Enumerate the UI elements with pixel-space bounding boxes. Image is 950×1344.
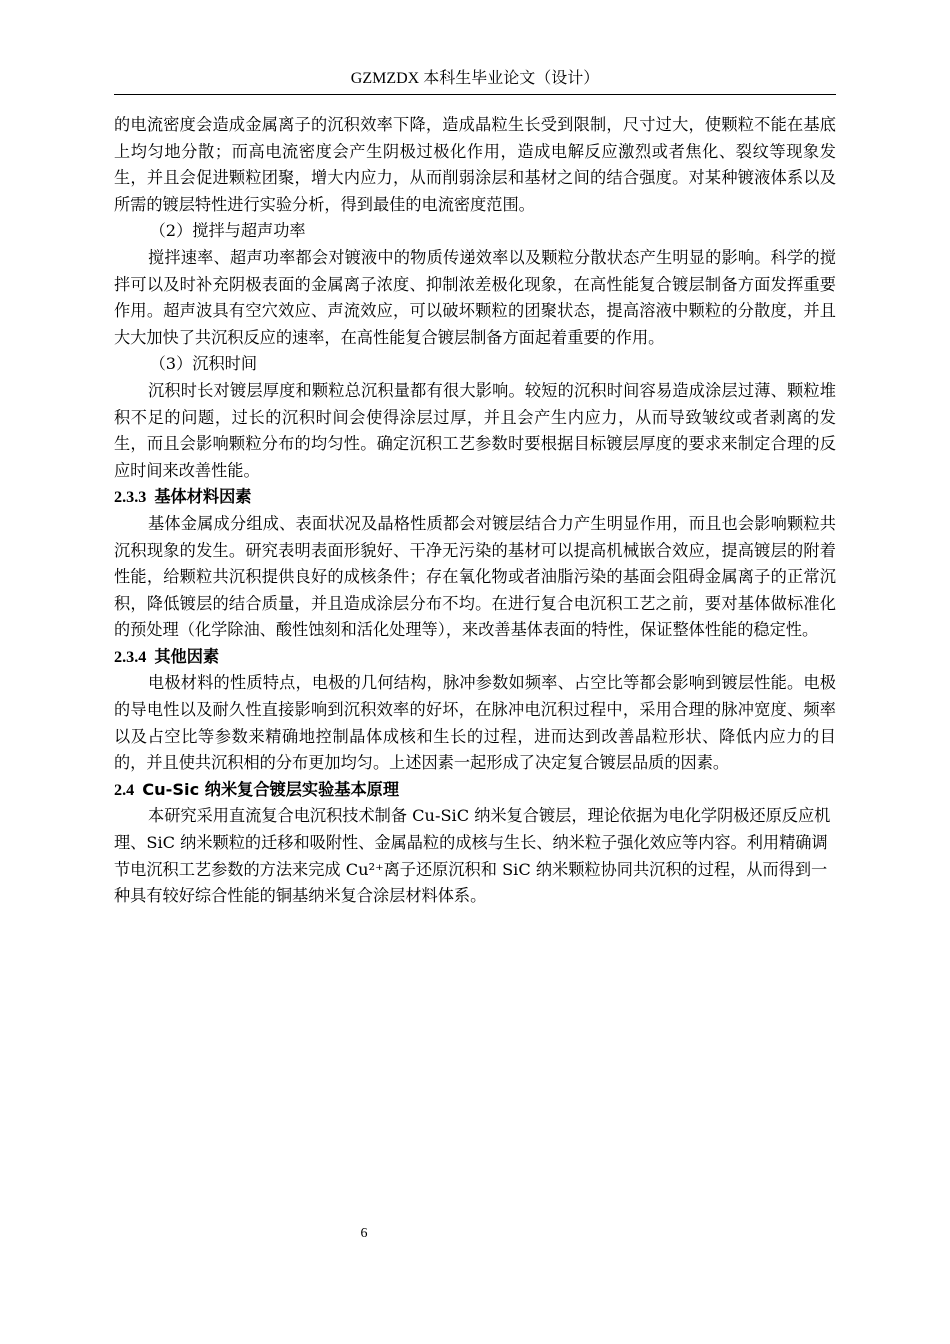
- section-number: 2.3.3: [114, 488, 147, 507]
- paragraph-substrate: 基体金属成分组成、表面状况及晶格性质都会对镀层结合力产生明显作用，而且也会影响颗粒共沉积现象的发生。研究表明表面形貌好、干净无污染的基材可以提高机械嵌合效应，提高镀层的附着性能，给颗粒共沉积提供良好的成核条件；存在氧化物或者油脂污染的基面会阻碍金属离子的正常沉积，降低镀层的结合质量，并且造成涂层分布不均。在进行复合电沉积工艺之前，要对基体做标准化的预处理（化学除油、酸性蚀刻和活化处理等），来改善基体表面的特性，保证整体性能的稳定性。: [114, 513, 836, 640]
- page-number: 6: [360, 1226, 368, 1241]
- section-heading-2-3-4: [114, 644, 836, 671]
- page-header: GZMZDX 本科生毕业论文（设计）: [350, 70, 600, 87]
- section-title: 其他因素: [154, 646, 220, 666]
- paragraph-deposition-time: 沉积时长对镀层厚度和颗粒总沉积量都有很大影响。较短的沉积时间容易造成涂层过薄、颗粒堆积不足的问题，过长的沉积时间会使得涂层过厚，并且会产生内应力，从而导致皱纹或者剥离的发生，而且会影响颗粒分布的均匀性。确定沉积工艺参数时要根据目标镀层厚度的要求来制定合理的反应时间来改善性能。: [114, 380, 836, 480]
- subheading-stirring: （2）搅拌与超声功率: [149, 221, 306, 241]
- paragraph-current-density-continued: 的电流密度会造成金属离子的沉积效率下降，造成晶粒生长受到限制，尺寸过大，使颗粒不能在基底上均匀地分散；而高电流密度会产生阴极过极化作用，造成电解反应激烈或者焦化、裂纹等现象发生，并且会促进颗粒团聚，增大内应力，从而削弱涂层和基材之间的结合强度。对某种镀液体系以及所需的镀层特性进行实验分析，得到最佳的电流密度范围。: [114, 115, 836, 214]
- header-rule: [114, 94, 836, 95]
- section-number: 2.4: [114, 780, 135, 799]
- page-body: [114, 112, 836, 910]
- subheading-deposition-time: （3）沉积时间: [149, 354, 258, 374]
- section-title: Cu-Sic 纳米复合镀层实验基本原理: [142, 779, 400, 799]
- section-heading-2-3-3: [114, 484, 836, 511]
- paragraph-stirring: 搅拌速率、超声功率都会对镀液中的物质传递效率以及颗粒分散状态产生明显的影响。科学的搅拌可以及时补充阴极表面的金属离子浓度、抑制浓差极化现象，在高性能复合镀层制备方面发挥重要作用。超声波具有空穴效应、声流效应，可以破坏颗粒的团聚状态，提高溶液中颗粒的分散度，并且大大加快了共沉积反应的速率，在高性能复合镀层制备方面起着重要的作用。: [114, 247, 836, 347]
- section-number: 2.3.4: [114, 647, 147, 666]
- paragraph-other-factors: 电极材料的性质特点，电极的几何结构，脉冲参数如频率、占空比等都会影响到镀层性能。电极的导电性以及耐久性直接影响到沉积效率的好坏，在脉冲电沉积过程中，采用合理的脉冲宽度、频率以及占空比等参数来精确地控制晶体成核和生长的过程，进而达到改善晶粒形状、降低内应力的目的，并且使共沉积相的分布更加均匀。上述因素一起形成了决定复合镀层品质的因素。: [114, 673, 836, 773]
- section-heading-2-4: [114, 777, 836, 804]
- section-title: 基体材料因素: [154, 487, 252, 507]
- paragraph-principle: 本研究采用直流复合电沉积技术制备 Cu-SiC 纳米复合镀层，理论依据为电化学阴极还原反应机理、SiC 纳米颗粒的迁移和吸附性、金属晶粒的成核与生长、纳米粒子强化效应等内容。利用精确调节电沉积工艺参数的方法来完成 Cu²⁺离子还原沉积和 SiC 纳米颗粒协同共沉积的过程，从而得到一种具有较好综合性能的铜基纳米复合涂层材料体系。: [114, 806, 831, 906]
